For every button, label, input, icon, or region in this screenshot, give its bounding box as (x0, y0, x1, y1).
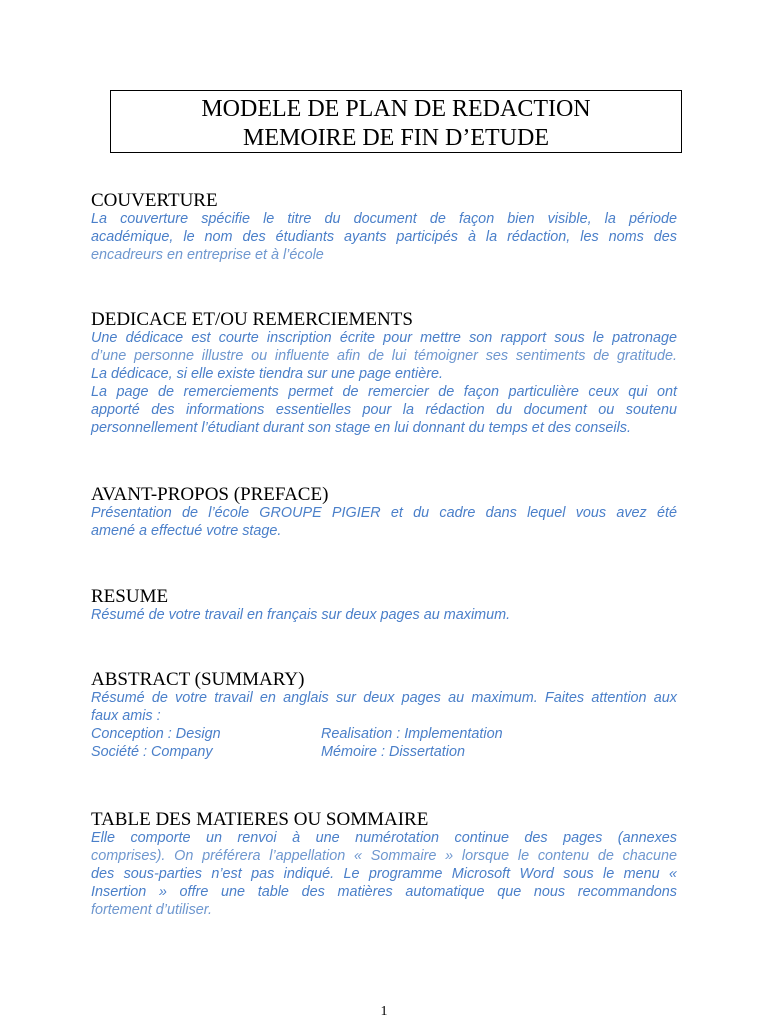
pair-left: Conception : Design (91, 726, 221, 742)
body-line: Résumé de votre travail en anglais sur deux pages au maximum. Faites attention aux (91, 690, 677, 706)
section-body (91, 689, 677, 761)
section-heading: TABLE DES MATIERES OU SOMMAIRE (91, 809, 429, 830)
section-body (91, 504, 677, 540)
body-line: des sous-parties n’est pas indiqué. Le programme Microsoft Word sous le menu « (91, 866, 677, 882)
section-heading: RESUME (91, 586, 169, 607)
body-line: apporté des informations essentielles pour la rédaction du document ou soutenu (91, 402, 677, 418)
section-abstract (91, 669, 677, 761)
section-body (91, 829, 677, 919)
section-table-des-matieres (91, 809, 677, 919)
title-box (110, 90, 682, 153)
page-number: 1 (380, 1004, 388, 1019)
body-line: La page de remerciements permet de remercier de façon particulière ceux qui ont (91, 384, 677, 400)
pair-left: Société : Company (91, 744, 213, 760)
section-body (91, 329, 677, 437)
document-subtitle: MEMOIRE DE FIN D’ETUDE (243, 125, 549, 151)
body-line: d’une personne illustre ou influente afin de lui témoigner ses sentiments de gratitude. (91, 348, 677, 364)
section-heading: DEDICACE ET/OU REMERCIEMENTS (91, 309, 413, 330)
body-line: La dédicace, si elle existe tiendra sur une page entière. (91, 366, 443, 382)
body-line: Une dédicace est courte inscription écrite pour mettre son rapport sous le patronage (91, 330, 677, 346)
body-line: personnellement l’étudiant durant son stage en lui donnant du temps et des conseils. (91, 420, 632, 436)
body-line: Résumé de votre travail en français sur deux pages au maximum. (91, 607, 511, 623)
section-heading: AVANT-PROPOS (PREFACE) (91, 484, 329, 505)
section-couverture (91, 190, 677, 264)
pair-right: Mémoire : Dissertation (321, 744, 465, 760)
section-resume (91, 586, 677, 624)
translation-pair (91, 743, 677, 761)
body-line: Elle comporte un renvoi à une numérotation continue des pages (annexes (91, 830, 677, 846)
body-line: amené a effectué votre stage. (91, 523, 282, 539)
body-line: fortement d’utiliser. (91, 902, 213, 918)
section-dedicace (91, 309, 677, 437)
section-heading: ABSTRACT (SUMMARY) (91, 669, 305, 690)
body-line: comprises). On préférera l’appellation « Sommaire » lorsque le contenu de chacune (91, 848, 677, 864)
body-line: La couverture spécifie le titre du document de façon bien visible, la période (91, 211, 677, 227)
body-line: encadreurs en entreprise et à l’école (91, 247, 324, 263)
section-heading: COUVERTURE (91, 190, 218, 211)
section-avant-propos (91, 484, 677, 540)
section-body (91, 210, 677, 264)
translation-pair (91, 725, 677, 743)
pair-right: Realisation : Implementation (321, 726, 503, 742)
body-line: faux amis : (91, 708, 161, 724)
document-title: MODELE DE PLAN DE REDACTION (201, 96, 591, 122)
section-body (91, 606, 677, 624)
body-line: Présentation de l’école GROUPE PIGIER et du cadre dans lequel vous avez été (91, 505, 677, 521)
body-line: académique, le nom des étudiants ayants participés à la rédaction, les noms des (91, 229, 677, 245)
body-line: Insertion » offre une table des matières automatique que nous recommandons (91, 884, 677, 900)
